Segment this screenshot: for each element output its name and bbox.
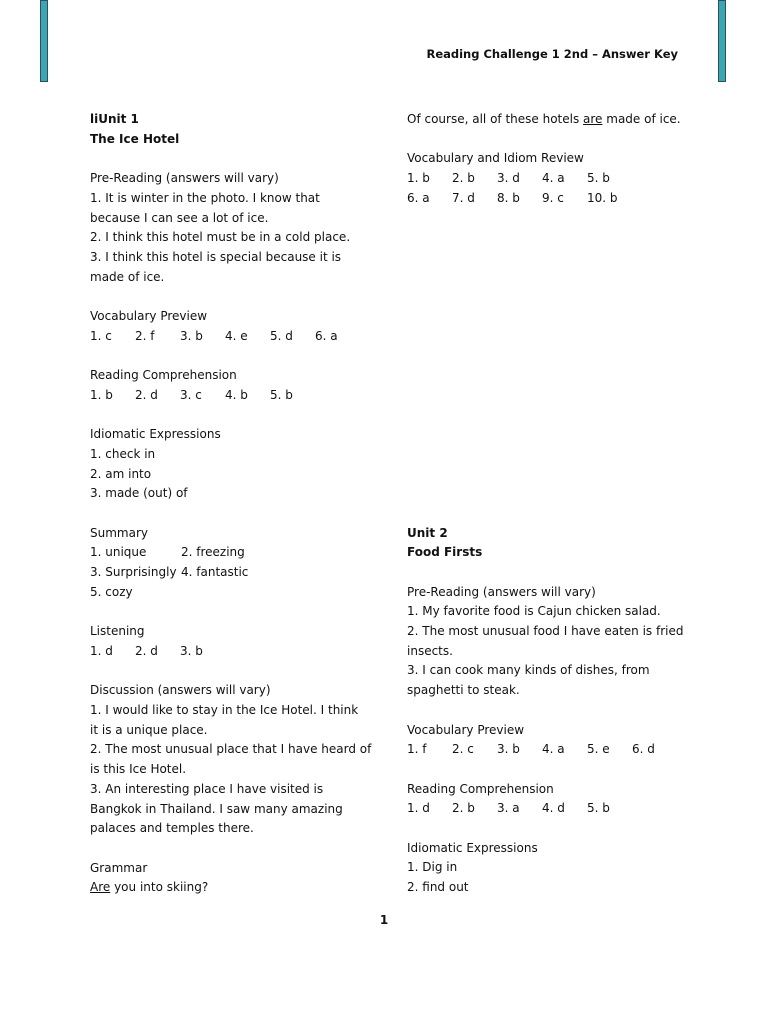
idiomatic-heading: Idiomatic Expressions xyxy=(90,427,221,442)
unit2-reading-comp-answers xyxy=(407,799,687,819)
answer: 9. c xyxy=(542,190,564,205)
grammar-continuation xyxy=(407,110,687,130)
answer: 1. b xyxy=(90,387,113,402)
answer: 1. d xyxy=(407,801,430,816)
unit2-pre-reading-line: spaghetti to steak. xyxy=(407,683,520,698)
answer: 5. d xyxy=(270,328,293,343)
unit-1-label: liUnit 1 xyxy=(90,112,139,126)
reading-comp-heading: Reading Comprehension xyxy=(90,368,237,383)
left-column xyxy=(90,110,372,898)
unit2-idiomatic-heading: Idiomatic Expressions xyxy=(407,840,538,855)
left-margin-tab xyxy=(40,0,48,82)
answer: 3. b xyxy=(497,742,520,757)
answer: 7. d xyxy=(452,190,475,205)
discussion-line: 3. An interesting place I have visited is xyxy=(90,781,324,796)
unit-1-title: The Ice Hotel xyxy=(90,131,180,146)
answer: 3. d xyxy=(497,171,520,186)
discussion-line: it is a unique place. xyxy=(90,722,208,737)
page-number: 1 xyxy=(379,913,389,927)
answer: 4. a xyxy=(542,171,565,186)
unit-2-title: Food Firsts xyxy=(407,545,483,560)
pre-reading-line: 3. I think this hotel is special because it is xyxy=(90,249,342,264)
grammar-underlined-word: Are xyxy=(90,880,111,895)
listening-heading: Listening xyxy=(90,624,145,639)
unit2-pre-reading-line: 1. My favorite food is Cajun chicken salad. xyxy=(407,604,661,619)
answer: 2. d xyxy=(135,643,158,658)
answer: 2. b xyxy=(452,171,475,186)
unit2-pre-reading-line: 3. I can cook many kinds of dishes, from xyxy=(407,663,650,678)
answer: 2. c xyxy=(452,742,474,757)
answer: 1. c xyxy=(90,328,112,343)
answer: 2. freezing xyxy=(181,545,245,560)
unit2-pre-reading-heading: Pre-Reading (answers will vary) xyxy=(407,584,596,599)
summary-row xyxy=(90,543,372,563)
unit2-reading-comp-heading: Reading Comprehension xyxy=(407,781,554,796)
grammar-cont-underlined: are xyxy=(583,112,603,126)
unit2-idiomatic-line: 2. find out xyxy=(407,880,469,895)
pre-reading-line: 1. It is winter in the photo. I know that xyxy=(90,190,320,205)
answer: 4. d xyxy=(542,801,565,816)
answer: 3. b xyxy=(180,643,203,658)
pre-reading-line: 2. I think this hotel must be in a cold place. xyxy=(90,230,351,245)
vocab-preview-answers xyxy=(90,327,372,347)
answer: 5. cozy xyxy=(90,584,133,599)
idiomatic-line: 3. made (out) of xyxy=(90,486,188,501)
reading-comp-answers xyxy=(90,386,372,406)
listening-answers xyxy=(90,642,372,662)
unit2-vocab-preview-heading: Vocabulary Preview xyxy=(407,722,525,737)
discussion-line: Bangkok in Thailand. I saw many amazing xyxy=(90,801,343,816)
vocab-preview-heading: Vocabulary Preview xyxy=(90,309,208,323)
answer: 1. b xyxy=(407,171,430,186)
page-header: Reading Challenge 1 2nd – Answer Key xyxy=(426,47,678,61)
answer: 4. e xyxy=(225,328,248,343)
discussion-line: 1. I would like to stay in the Ice Hotel. I think xyxy=(90,702,359,717)
discussion-line: palaces and temples there. xyxy=(90,821,254,836)
unit2-vocab-preview-answers xyxy=(407,740,687,760)
answer: 4. fantastic xyxy=(181,565,249,580)
answer: 3. c xyxy=(180,387,202,402)
discussion-line: 2. The most unusual place that I have heard of xyxy=(90,742,372,757)
grammar-cont-after: made of ice. xyxy=(602,112,681,126)
pre-reading-line: made of ice. xyxy=(90,269,165,284)
answer: 5. b xyxy=(270,387,293,402)
answer: 2. b xyxy=(452,801,475,816)
summary-row xyxy=(90,563,372,583)
answer: 6. a xyxy=(407,190,430,205)
vocab-idiom-review-row xyxy=(407,169,687,189)
right-column xyxy=(407,110,687,898)
grammar-line xyxy=(90,878,372,898)
discussion-heading: Discussion (answers will vary) xyxy=(90,683,271,698)
summary-heading: Summary xyxy=(90,525,148,540)
unit2-pre-reading-line: 2. The most unusual food I have eaten is fried xyxy=(407,624,684,638)
answer: 6. a xyxy=(315,328,338,343)
answer: 6. d xyxy=(632,742,655,757)
answer: 4. a xyxy=(542,742,565,757)
answer: 5. e xyxy=(587,742,610,757)
answer: 1. f xyxy=(407,742,427,757)
answer: 10. b xyxy=(587,190,618,205)
summary-row xyxy=(90,583,372,603)
answer: 3. b xyxy=(180,328,203,343)
answer: 1. d xyxy=(90,643,113,658)
answer: 2. f xyxy=(135,328,155,343)
unit-2-label: Unit 2 xyxy=(407,525,448,540)
answer: 2. d xyxy=(135,387,158,402)
pre-reading-line: because I can see a lot of ice. xyxy=(90,210,269,225)
discussion-line: is this Ice Hotel. xyxy=(90,762,187,777)
pre-reading-heading: Pre-Reading (answers will vary) xyxy=(90,171,279,186)
answer: 5. b xyxy=(587,801,610,816)
grammar-cont-before: Of course, all of these hotels xyxy=(407,112,584,126)
unit2-idiomatic-line: 1. Dig in xyxy=(407,860,458,875)
answer: 3. Surprisingly xyxy=(90,565,177,580)
right-margin-tab xyxy=(718,0,726,82)
answer: 8. b xyxy=(497,190,520,205)
grammar-heading: Grammar xyxy=(90,860,148,875)
answer: 4. b xyxy=(225,387,248,402)
vocab-idiom-review-heading: Vocabulary and Idiom Review xyxy=(407,151,584,166)
vocab-idiom-review-row xyxy=(407,189,687,209)
idiomatic-line: 2. am into xyxy=(90,466,152,481)
answer: 1. unique xyxy=(90,545,147,560)
grammar-rest: you into skiing? xyxy=(110,880,209,895)
idiomatic-line: 1. check in xyxy=(90,446,156,461)
answer: 5. b xyxy=(587,171,610,186)
unit2-pre-reading-line: insects. xyxy=(407,643,453,658)
answer: 3. a xyxy=(497,801,520,816)
